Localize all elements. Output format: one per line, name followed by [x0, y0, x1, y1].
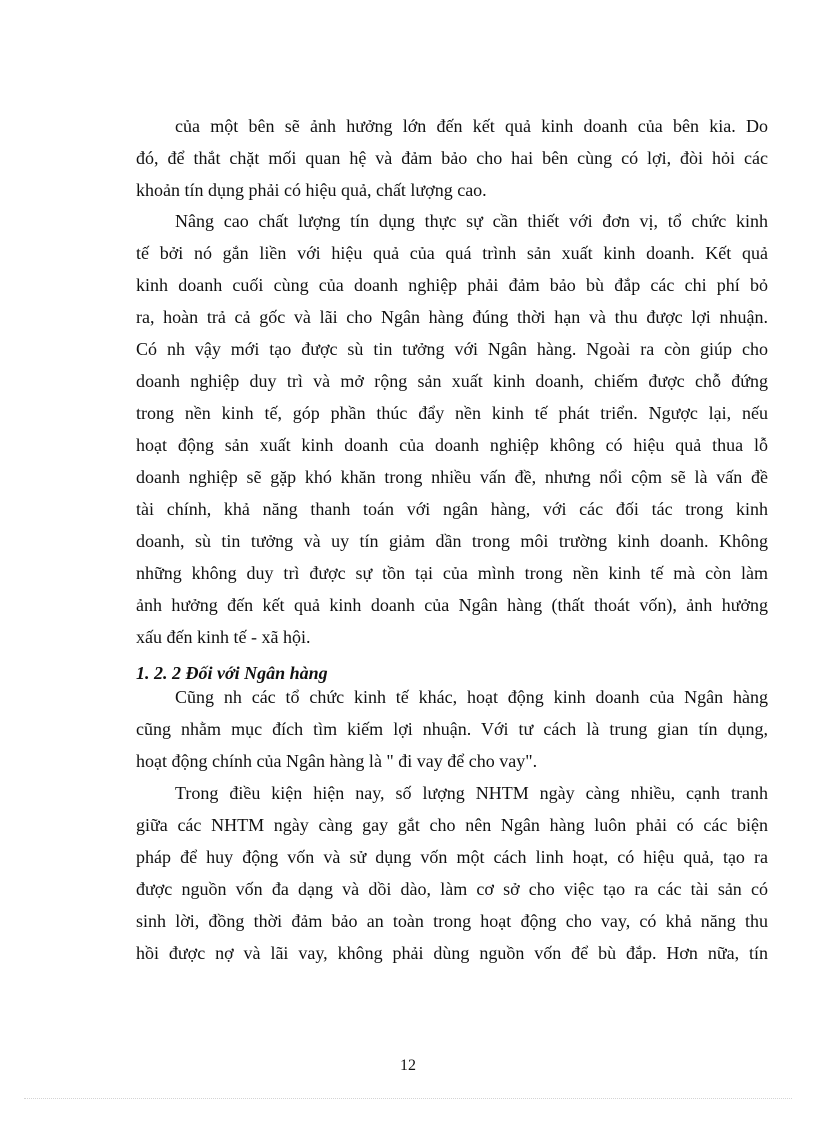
- paragraph-4-line-1: Trong điều kiện hiện nay, số lượng NHTM ngày càng nhiều, cạnh tranh: [175, 783, 768, 803]
- paragraph-4-line-5: sinh lời, đồng thời đảm bảo an toàn trong hoạt động cho vay, có khả năng thu: [136, 911, 768, 931]
- page-number: 12: [400, 1057, 416, 1074]
- paragraph-1-line-2: đó, để thắt chặt mối quan hệ và đảm bảo cho hai bên cùng có lợi, đòi hỏi các: [136, 148, 768, 168]
- paragraph-2-line-4: ra, hoàn trả cả gốc và lãi cho Ngân hàng đúng thời hạn và thu được lợi nhuận.: [136, 307, 768, 327]
- section-heading: 1. 2. 2 Đối với Ngân hàng: [136, 663, 328, 683]
- paragraph-4-line-6: hồi được nợ và lãi vay, không phải dùng nguồn vốn để bù đắp. Hơn nữa, tín: [136, 943, 768, 963]
- paragraph-4-line-3: pháp để huy động vốn và sử dụng vốn một cách linh hoạt, có hiệu quả, tạo ra: [136, 847, 768, 867]
- paragraph-1-line-3: khoản tín dụng phải có hiệu quả, chất lượng cao.: [136, 180, 487, 200]
- paragraph-2-line-10: tài chính, khả năng thanh toán với ngân hàng, với các đối tác trong kinh: [136, 499, 768, 519]
- page-bottom-divider: [24, 1098, 792, 1099]
- paragraph-2-line-13: ảnh hưởng đến kết quả kinh doanh của Ngân hàng (thất thoát vốn), ảnh hưởng: [136, 595, 768, 615]
- paragraph-4-line-4: được nguồn vốn đa dạng và dồi dào, làm cơ sở cho việc tạo ra các tài sản có: [136, 879, 768, 899]
- paragraph-2-line-12: những không duy trì được sự tồn tại của mình trong nền kinh tế mà còn làm: [136, 563, 768, 583]
- paragraph-2-line-8: hoạt động sản xuất kinh doanh của doanh nghiệp không có hiệu quả thua lỗ: [136, 435, 768, 455]
- paragraph-3-line-3: hoạt động chính của Ngân hàng là " đi vay để cho vay".: [136, 751, 538, 771]
- paragraph-2-line-6: doanh nghiệp duy trì và mở rộng sản xuất kinh doanh, chiếm được chỗ đứng: [136, 371, 768, 391]
- paragraph-2-line-2: tế bởi nó gắn liền với hiệu quả của quá trình sản xuất kinh doanh. Kết quả: [136, 243, 768, 263]
- paragraph-1-line-1: của một bên sẽ ảnh hưởng lớn đến kết quả kinh doanh của bên kia. Do: [175, 116, 768, 136]
- paragraph-4-line-2: giữa các NHTM ngày càng gay gắt cho nên Ngân hàng luôn phải có các biện: [136, 815, 768, 835]
- paragraph-2-line-14: xấu đến kinh tế - xã hội.: [136, 627, 311, 647]
- paragraph-2-line-9: doanh nghiệp sẽ gặp khó khăn trong nhiều vấn đề, nhưng nổi cộm sẽ là vấn đề: [136, 467, 768, 487]
- paragraph-2-line-1: Nâng cao chất lượng tín dụng thực sự cần thiết với đơn vị, tổ chức kinh: [175, 211, 768, 231]
- paragraph-2-line-5: Có nh vậy mới tạo được sù tin tưởng với Ngân hàng. Ngoài ra còn giúp cho: [136, 339, 768, 359]
- paragraph-3-line-2: cũng nhằm mục đích tìm kiếm lợi nhuận. Với tư cách là trung gian tín dụng,: [136, 719, 768, 739]
- paragraph-2-line-3: kinh doanh cuối cùng của doanh nghiệp phải đảm bảo bù đắp các chi phí bỏ: [136, 275, 768, 295]
- paragraph-2-line-11: doanh, sù tin tưởng và uy tín giảm dần trong môi trường kinh doanh. Không: [136, 531, 768, 551]
- paragraph-3-line-1: Cũng nh các tổ chức kinh tế khác, hoạt động kinh doanh của Ngân hàng: [175, 687, 768, 707]
- paragraph-2-line-7: trong nền kinh tế, góp phần thúc đẩy nền kinh tế phát triển. Ngược lại, nếu: [136, 403, 768, 423]
